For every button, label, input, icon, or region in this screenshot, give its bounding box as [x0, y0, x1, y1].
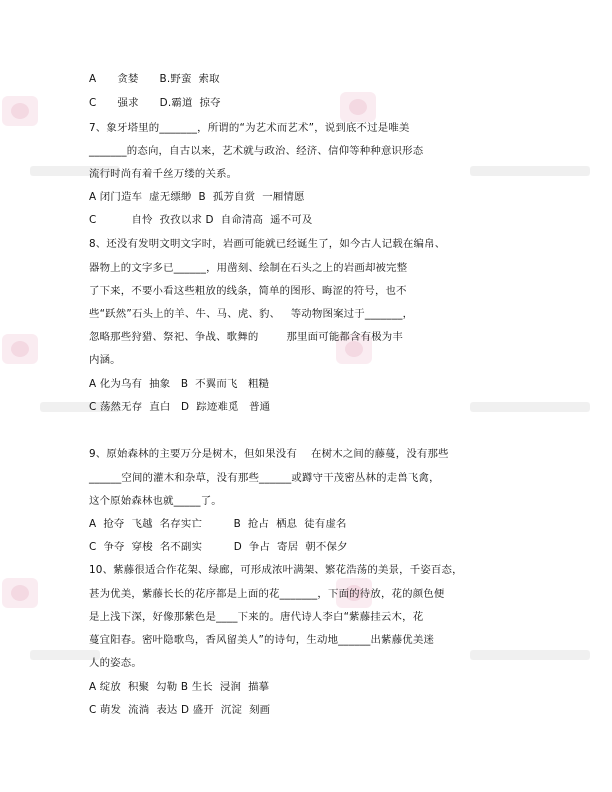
question-text: 甚为优美，紫藤长长的花序都是上面的花_______，下面的待放，花的颜色便: [89, 588, 445, 600]
watermark-logo: [340, 92, 376, 122]
option-line: C 强求 D.霸道 掠夺: [89, 97, 221, 109]
question-text: 7、象牙塔里的_______，所谓的“为艺术而艺术”，说到底不过是唯美: [89, 122, 410, 134]
question-text: 8、还没有发明文明文字时，岩画可能就已经诞生了，如今古人记载在编帛、: [89, 238, 446, 250]
option-line: C 萌发 流淌 表达 D 盛开 沉淀 刻画: [89, 704, 271, 716]
option-line: A 贪婪 B.野蛮 索取: [89, 73, 220, 85]
option-line: A 化为乌有 抽象 B 不翼而飞 粗糙: [89, 378, 270, 390]
question-text: 这个原始森林也就_____了。: [89, 495, 222, 507]
watermark-logo: [2, 334, 38, 364]
question-text: 是上浅下深，好像那紫色是____下来的。唐代诗人李白“紫藤挂云木，花: [89, 611, 424, 623]
option-line: C 争夺 穿梭 名不副实 D 争占 寄居 朝不保夕: [89, 541, 348, 553]
watermark-logo: [2, 96, 38, 126]
watermark-text: [470, 402, 590, 412]
question-text: 内涵。: [89, 354, 121, 366]
watermark-text: [470, 650, 590, 660]
question-text: 人的姿态。: [89, 657, 142, 669]
question-text: 器物上的文字多已______，用凿刻、绘制在石头之上的岩画却被完整: [89, 262, 408, 274]
question-text: ______空间的灌木和杂草，没有那些______或蹲守干茂密丛林的走兽飞禽，: [89, 472, 440, 484]
question-text: 忽略那些狩猎、祭祀、争战、歌舞的 那里面可能都含有极为丰: [89, 331, 403, 343]
question-text: 流行时尚有着千丝万缕的关系。: [89, 168, 238, 180]
watermark-logo: [2, 578, 38, 608]
watermark-text: [470, 166, 590, 176]
question-text: 些“跃然”石头上的羊、牛、马、虎、豹、 等动物图案过于_______，: [89, 308, 414, 320]
option-line: A 闭门造车 虚无缥缈 B 孤芳自赏 一厢情愿: [89, 191, 305, 203]
option-line: A 抢夺 飞越 名存实亡 B 抢占 栖息 徒有虚名: [89, 518, 347, 530]
option-line: C 自怜 孜孜以求 D 自命清高 遥不可及: [89, 214, 313, 226]
question-text: 10、紫藤很适合作花架、绿廊，可形成浓叶满架、繁花浩荡的美景，千姿百态，: [89, 564, 463, 576]
question-text: 了下来，不要小看这些粗放的线条，简单的图形、晦涩的符号，也不: [89, 285, 407, 297]
option-line: A 绽放 积聚 勾勒 B 生长 浸润 描摹: [89, 681, 270, 693]
question-text: _______的态向，自古以来，艺术就与政治、经济、信仰等种种意识形态: [89, 145, 424, 157]
option-line: C 荡然无存 直白 D 踪迹难觅 普通: [89, 401, 271, 413]
question-text: 蔓宜阳春。密叶隐歌鸟，香风留美人”的诗句，生动地______出紫藤优美迷: [89, 634, 435, 646]
question-text: 9、原始森林的主要万分是树木，但如果没有 在树木之间的藤蔓，没有那些: [89, 448, 449, 460]
